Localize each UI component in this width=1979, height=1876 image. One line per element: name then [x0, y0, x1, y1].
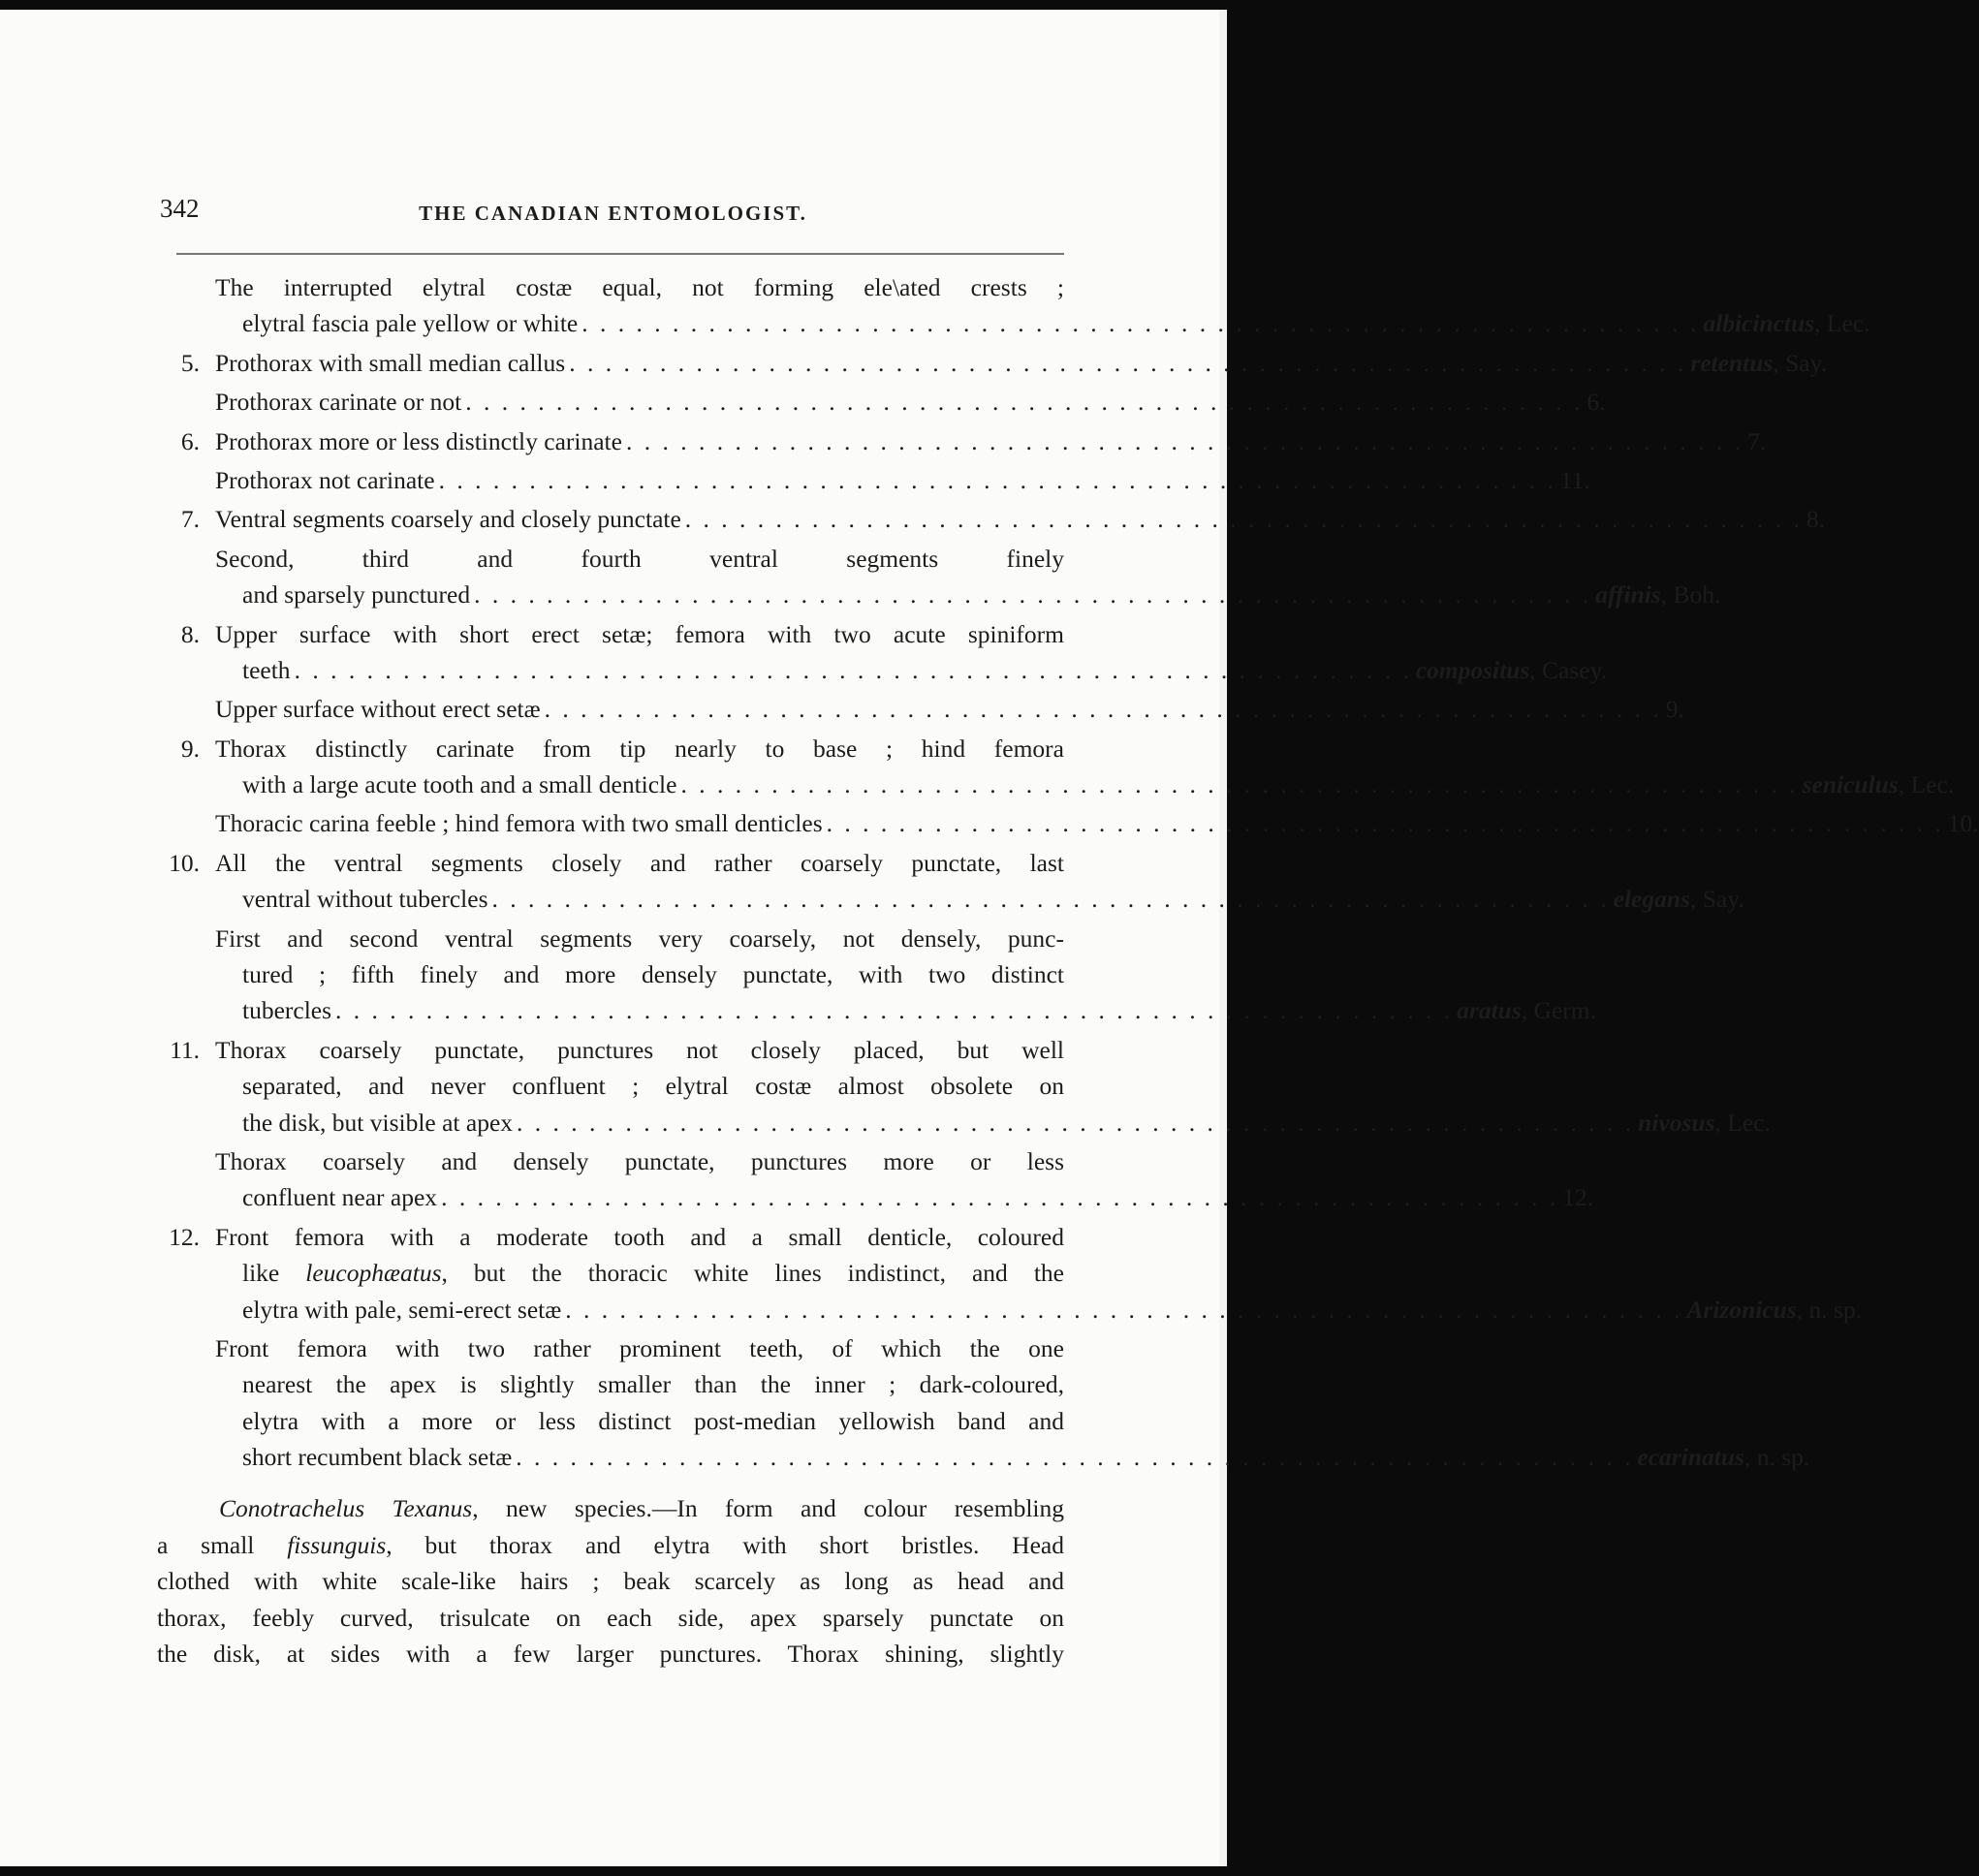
lead-text: ventral without tubercles: [242, 885, 488, 914]
couplet-number: 6.: [180, 426, 200, 455]
key-line: [157, 1068, 1064, 1104]
couplet-number: 8.: [180, 619, 200, 648]
taxon-name: Conotrachelus Texanus: [219, 1494, 473, 1522]
dot-leader: . . . . . . . . . . . . . . . . . . . . . . . . . . . . . . . . . . . . . . . . . . . . . . . . . . . . . . . . . . . . . .: [680, 770, 1799, 799]
key-entry: [157, 345, 1828, 381]
key-entry: [157, 384, 1606, 420]
key-line-text: [242, 1105, 1771, 1141]
author-name: , Lec.: [1714, 1108, 1771, 1137]
dot-leader: . . . . . . . . . . . . . . . . . . . . . . . . . . . . . . . . . . . . . . . . . . . . . . . . . . . . . . . . . . . . . .: [441, 1183, 1559, 1212]
species-description: [157, 1490, 1064, 1673]
header-rule: [176, 253, 1064, 255]
key-entry: [157, 845, 1744, 918]
key-line-text: [215, 384, 1606, 420]
lead-text: and sparsely punctured: [242, 580, 471, 610]
key-line: [157, 1439, 1810, 1475]
running-header: [160, 194, 1066, 233]
lead-text: Prothorax with small median callus: [215, 348, 566, 377]
couplet-number: 9.: [180, 734, 200, 763]
key-line-text: Front femora with two rather prominent teeth, of which the one: [215, 1333, 1064, 1362]
description-line: [157, 1636, 1064, 1673]
taxon-name: affinis: [1595, 580, 1661, 610]
key-line: [157, 1219, 1064, 1255]
key-line: [157, 345, 1828, 381]
dot-leader: . . . . . . . . . . . . . . . . . . . . . . . . . . . . . . . . . . . . . . . . . . . . . . . . . . . . . . . . . . . . . .: [565, 1295, 1683, 1324]
key-entry: [157, 921, 1596, 1029]
key-line: [157, 1255, 1064, 1291]
lead-text: Prothorax not carinate: [215, 465, 435, 494]
key-entry: [157, 269, 1870, 342]
journal-title: THE CANADIAN ENTOMOLOGIST.: [419, 202, 807, 225]
species-name: [1690, 345, 1827, 381]
taxon-name: retentus: [1690, 348, 1774, 377]
species-name: [1595, 577, 1720, 612]
key-line: [157, 691, 1684, 727]
key-line: [157, 384, 1606, 420]
description-line-text: thorax, feebly curved, trisulcate on each side, apex sparsely punctate on: [157, 1603, 1064, 1632]
key-entry: [157, 616, 1608, 689]
key-line: [157, 956, 1064, 992]
description-line-text: the disk, at sides with a few larger punctures. Thorax shining, slightly: [157, 1640, 1064, 1669]
key-line-text: [215, 501, 1826, 537]
species-name: [1637, 1439, 1809, 1475]
key-entry: [157, 1219, 1863, 1328]
key-line: [157, 577, 1721, 612]
key-line-text: [242, 305, 1870, 341]
dot-leader: . . . . . . . . . . . . . . . . . . . . . . . . . . . . . . . . . . . . . . . . . . . . . . . . . . . . . . . . . . . . . .: [826, 809, 1944, 838]
key-line-text: The interrupted elytral costæ equal, not forming ele\ated crests ;: [215, 273, 1064, 301]
key-line-text: [242, 881, 1744, 917]
dot-leader: . . . . . . . . . . . . . . . . . . . . . . . . . . . . . . . . . . . . . . . . . . . . . . . . . . . . . . . . . . . . . .: [474, 580, 1592, 610]
taxon-name: leucophæatus: [305, 1259, 442, 1288]
key-line-text: [242, 652, 1608, 688]
dot-leader: . . . . . . . . . . . . . . . . . . . . . . . . . . . . . . . . . . . . . . . . . . . . . . . . . . . . . . . . . . . . . .: [684, 505, 1803, 534]
key-line-text: Thorax distinctly carinate from tip nearly to base ; hind femora: [215, 734, 1064, 763]
species-name: [1614, 881, 1744, 917]
lead-text: Ventral segments coarsely and closely punctate: [215, 505, 681, 534]
key-line-text: [215, 805, 1979, 841]
key-line-text: nearest the apex is slightly smaller than the inner ; dark-coloured,: [242, 1370, 1064, 1399]
description-line-text: clothed with white scale-like hairs ; beak scarcely as long as head and: [157, 1567, 1064, 1596]
author-name: , Casey.: [1529, 655, 1608, 684]
lead-text: confluent near apex: [242, 1183, 438, 1212]
key-line-text: [215, 462, 1590, 498]
dot-leader: . . . . . . . . . . . . . . . . . . . . . . . . . . . . . . . . . . . . . . . . . . . . . . . . . . . . . . . . . . . . . .: [438, 465, 1556, 494]
key-line-text: [215, 345, 1828, 381]
author-name: , Lec.: [1814, 309, 1870, 338]
key-line-text: [242, 992, 1596, 1028]
lead-text: with a large acute tooth and a small denticle: [242, 770, 677, 799]
key-line: [157, 305, 1870, 341]
key-line: [157, 805, 1979, 841]
key-line-text: [242, 1439, 1810, 1475]
species-name: [1416, 652, 1607, 688]
key-line: [157, 652, 1608, 688]
lead-text: elytral fascia pale yellow or white: [242, 309, 579, 338]
key-line: [157, 766, 1955, 802]
key-line: [157, 269, 1064, 305]
dot-leader: . . . . . . . . . . . . . . . . . . . . . . . . . . . . . . . . . . . . . . . . . . . . . . . . . . . . . . . . . . . . . .: [581, 309, 1700, 338]
key-line: [157, 1292, 1863, 1328]
key-entry: [157, 691, 1684, 727]
key-line-text: [242, 1292, 1863, 1328]
key-line: [157, 423, 1767, 459]
key-entry: [157, 731, 1955, 803]
species-name: [1457, 992, 1596, 1028]
key-line: [157, 1403, 1064, 1439]
species-name: [1703, 305, 1869, 341]
page-number: 342: [160, 194, 200, 223]
taxon-name: albicinctus: [1703, 309, 1815, 338]
identification-key: [157, 269, 1979, 1476]
lead-text: Thoracic carina feeble ; hind femora with two small denticles: [215, 809, 823, 838]
key-line-text: [215, 423, 1767, 459]
taxon-name: ecarinatus: [1637, 1443, 1744, 1472]
key-line: [157, 501, 1826, 537]
lead-text: the disk, but visible at apex: [242, 1108, 514, 1137]
author-name: , Say.: [1773, 348, 1828, 377]
description-line-text: a small fissunguis, but thorax and elytra with short bristles. Head: [157, 1530, 1064, 1559]
couplet-reference: 11.: [1559, 465, 1590, 494]
key-line-text: Thorax coarsely and densely punctate, punctures more or less: [215, 1146, 1064, 1175]
key-line: [157, 845, 1064, 881]
dot-leader: . . . . . . . . . . . . . . . . . . . . . . . . . . . . . . . . . . . . . . . . . . . . . . . . . . . . . . . . . . . . . .: [294, 655, 1412, 684]
key-line: [157, 1032, 1064, 1068]
key-line-text: All the ventral segments closely and rather coarsely punctate, last: [215, 848, 1064, 877]
key-line-text: tured ; fifth finely and more densely punctate, with two distinct: [242, 960, 1064, 989]
taxon-name: Arizonicus: [1686, 1295, 1797, 1324]
key-line-text: Front femora with a moderate tooth and a small denticle, coloured: [215, 1222, 1064, 1251]
dot-leader: . . . . . . . . . . . . . . . . . . . . . . . . . . . . . . . . . . . . . . . . . . . . . . . . . . . . . . . . . . . . . .: [569, 348, 1687, 377]
key-line-text: First and second ventral segments very coarsely, not densely, punc-: [215, 923, 1064, 953]
key-line-text: separated, and never confluent ; elytral costæ almost obsolete on: [242, 1072, 1064, 1101]
couplet-number: 7.: [180, 505, 200, 534]
couplet-number: 12.: [169, 1222, 200, 1251]
key-line: [157, 1143, 1064, 1179]
author-name: , Germ.: [1521, 996, 1596, 1025]
lead-text: elytra with pale, semi-erect setæ: [242, 1295, 562, 1324]
dot-leader: . . . . . . . . . . . . . . . . . . . . . . . . . . . . . . . . . . . . . . . . . . . . . . . . . . . . . . . . . . . . . .: [465, 388, 1584, 417]
couplet-number: 11.: [170, 1035, 200, 1064]
couplet-reference: 9.: [1665, 695, 1684, 724]
key-line: [157, 921, 1064, 956]
key-entry: [157, 1330, 1810, 1476]
key-line: [157, 1330, 1064, 1366]
author-name: , n. sp.: [1743, 1443, 1810, 1472]
description-line: [157, 1490, 1064, 1527]
dot-leader: . . . . . . . . . . . . . . . . . . . . . . . . . . . . . . . . . . . . . . . . . . . . . . . . . . . . . . . . . . . . . .: [491, 885, 1610, 914]
author-name: , n. sp.: [1796, 1295, 1863, 1324]
key-line: [157, 616, 1064, 652]
couplet-reference: 10.: [1947, 809, 1979, 838]
lead-text: Prothorax carinate or not: [215, 388, 462, 417]
key-line: [157, 731, 1064, 766]
author-name: , Lec.: [1898, 770, 1955, 799]
dot-leader: . . . . . . . . . . . . . . . . . . . . . . . . . . . . . . . . . . . . . . . . . . . . . . . . . . . . . . . . . . . . . .: [625, 426, 1744, 455]
key-line-text: Thorax coarsely punctate, punctures not closely placed, but well: [215, 1035, 1064, 1064]
species-name: [1638, 1105, 1771, 1141]
taxon-name: nivosus: [1638, 1108, 1715, 1137]
description-line-text: Conotrachelus Texanus, new species.—In form and colour resembling: [219, 1494, 1064, 1522]
lead-text: tubercles: [242, 996, 332, 1025]
taxon-name: seniculus: [1802, 770, 1899, 799]
couplet-reference: 8.: [1806, 505, 1826, 534]
author-name: , Say.: [1689, 885, 1744, 914]
dot-leader: . . . . . . . . . . . . . . . . . . . . . . . . . . . . . . . . . . . . . . . . . . . . . . . . . . . . . . . . . . . . . .: [544, 695, 1662, 724]
key-line: [157, 462, 1590, 498]
taxon-name: compositus: [1415, 655, 1530, 684]
key-entry: [157, 541, 1721, 613]
couplet-number: 10.: [169, 848, 200, 877]
taxon-name: elegans: [1613, 885, 1690, 914]
species-name: [1803, 766, 1955, 802]
key-line-text: Upper surface with short erect setæ; femora with two acute spiniform: [215, 619, 1064, 648]
couplet-reference: 7.: [1747, 426, 1767, 455]
key-line: [157, 1105, 1771, 1141]
key-entry: [157, 805, 1979, 841]
key-line-text: [242, 766, 1955, 802]
key-entry: [157, 423, 1767, 459]
page-edge: [1219, 10, 1227, 1866]
species-name: [1686, 1292, 1862, 1328]
dot-leader: . . . . . . . . . . . . . . . . . . . . . . . . . . . . . . . . . . . . . . . . . . . . . . . . . . . . . . . . . . . . . .: [517, 1108, 1635, 1137]
dot-leader: . . . . . . . . . . . . . . . . . . . . . . . . . . . . . . . . . . . . . . . . . . . . . . . . . . . . . . . . . . . . . .: [335, 996, 1454, 1025]
key-line-text: [242, 1179, 1594, 1215]
key-line: [157, 1179, 1594, 1215]
key-line: [157, 541, 1064, 577]
author-name: , Boh.: [1660, 580, 1721, 610]
lead-text: short recumbent black setæ: [242, 1443, 513, 1472]
key-entry: [157, 1032, 1771, 1141]
lead-text: teeth: [242, 655, 291, 684]
key-entry: [157, 501, 1826, 537]
dot-leader: . . . . . . . . . . . . . . . . . . . . . . . . . . . . . . . . . . . . . . . . . . . . . . . . . . . . . . . . . . . . . .: [516, 1443, 1634, 1472]
couplet-reference: 6.: [1586, 388, 1606, 417]
key-line: [157, 1366, 1064, 1402]
taxon-name: fissunguis: [287, 1530, 387, 1559]
key-line: [157, 992, 1596, 1028]
key-line: [157, 881, 1744, 917]
taxon-name: aratus: [1457, 996, 1522, 1025]
key-line-text: elytra with a more or less distinct post-median yellowish band and: [242, 1406, 1064, 1435]
couplet-reference: 12.: [1562, 1183, 1594, 1212]
description-line: [157, 1563, 1064, 1600]
description-line: [157, 1527, 1064, 1564]
lead-text: Prothorax more or less distinctly carinate: [215, 426, 622, 455]
key-line-text: like leucophæatus, but the thoracic white lines indistinct, and the: [242, 1259, 1064, 1288]
key-entry: [157, 462, 1590, 498]
key-line-text: [215, 691, 1684, 727]
key-line-text: [242, 577, 1721, 612]
lead-text: Upper surface without erect setæ: [215, 695, 541, 724]
key-line-text: Second, third and fourth ventral segments finely: [215, 544, 1064, 573]
key-entry: [157, 1143, 1594, 1216]
description-line: [157, 1600, 1064, 1637]
couplet-number: 5.: [180, 348, 200, 377]
